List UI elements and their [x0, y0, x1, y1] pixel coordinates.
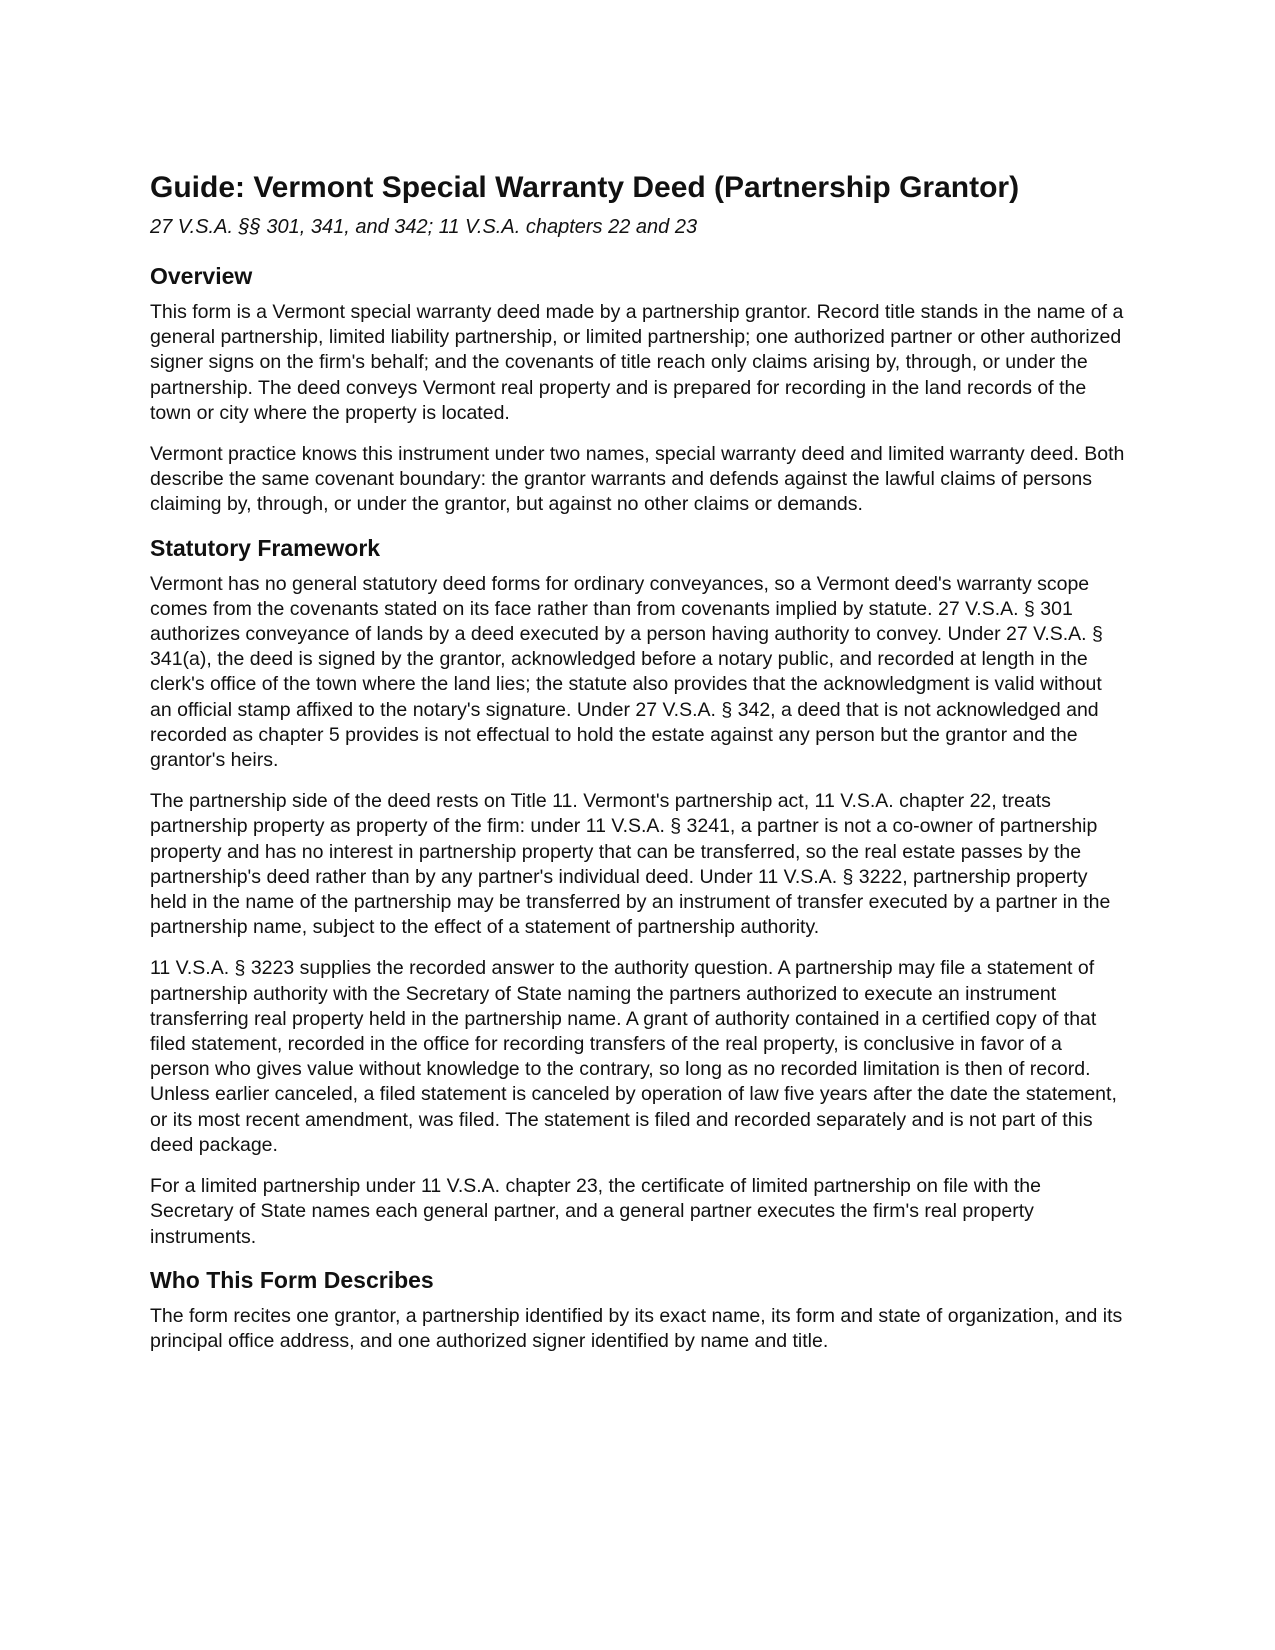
section-heading-who-this-form-describes: Who This Form Describes	[150, 1266, 434, 1293]
paragraph: Vermont has no general statutory deed forms for ordinary conveyances, so a Vermont deed's warranty scope comes from the covenants stated on its face rather than from covenants implied by statute. 27 V.S.A. § 301 authorizes conveyance of lands by a deed executed by a person having authority to convey. Under 27 V.S.A. § 341(a), the deed is signed by the grantor, acknowledged before a notary public, and recorded at length in the clerk's office of the town where the land lies; the statute also provides that the acknowledgment is valid without an official stamp affixed to the notary's signature. Under 27 V.S.A. § 342, a deed that is not acknowledged and recorded as chapter 5 provides is not effectual to hold the estate against any person but the grantor and the grantor's heirs.	[150, 572, 1103, 772]
document-subtitle: 27 V.S.A. §§ 301, 341, and 342; 11 V.S.A. chapters 22 and 23	[150, 216, 698, 238]
paragraph: Vermont practice knows this instrument under two names, special warranty deed and limited warranty deed. Both describe the same covenant boundary: the grantor warrants and defends against the lawful claims of persons claiming by, through, or under the grantor, but against no other claims or demands.	[150, 443, 1125, 516]
paragraph: This form is a Vermont special warranty deed made by a partnership grantor. Record title stands in the name of a general partnership, limited liability partnership, or limited partnership; one authorized partner or other authorized signer signs on the firm's behalf; and the covenants of title reach only claims arising by, through, or under the partnership. The deed conveys Vermont real property and is prepared for recording in the land records of the town or city where the property is located.	[150, 301, 1124, 424]
section-statutory-framework	[150, 534, 1125, 1250]
section-overview	[150, 262, 1125, 518]
paragraph: 11 V.S.A. § 3223 supplies the recorded answer to the authority question. A partnership may file a statement of partnership authority with the Secretary of State naming the partners authorized to execute an instrument transferring real property held in the partnership name. A grant of authority contained in a certified copy of that filed statement, recorded in the office for recording transfers of the real property, is conclusive in favor of a person who gives value without knowledge to the contrary, so long as no recorded limitation is then of record. Unless earlier canceled, a filed statement is canceled by operation of law five years after the date the statement, or its most recent amendment, was filed. The statement is filed and recorded separately and is not part of this deed package.	[150, 957, 1117, 1156]
paragraph: The form recites one grantor, a partnership identified by its exact name, its form and state of organization, and its principal office address, and one authorized signer identified by name and title.	[150, 1304, 1123, 1352]
document-title: Guide: Vermont Special Warranty Deed (Partnership Grantor)	[150, 171, 1020, 204]
section-heading-statutory-framework: Statutory Framework	[150, 534, 381, 561]
section-who-this-form-describes	[150, 1266, 1125, 1354]
paragraph: The partnership side of the deed rests on Title 11. Vermont's partnership act, 11 V.S.A. chapter 22, treats partnership property as property of the firm: under 11 V.S.A. § 3241, a partner is not a co-owner of partnership property and has no interest in partnership property that can be transferred, so the real estate passes by the partnership's deed rather than by any partner's individual deed. Under 11 V.S.A. § 3222, partnership property held in the name of the partnership may be transferred by an instrument of transfer executed by a partner in the partnership name, subject to the effect of a statement of partnership authority.	[150, 790, 1111, 939]
section-heading-overview: Overview	[150, 263, 253, 289]
document-page	[150, 170, 1125, 1370]
paragraph: For a limited partnership under 11 V.S.A. chapter 23, the certificate of limited partnership on file with the Secretary of State names each general partner, and a general partner executes the firm's real property instruments.	[150, 1175, 1041, 1248]
